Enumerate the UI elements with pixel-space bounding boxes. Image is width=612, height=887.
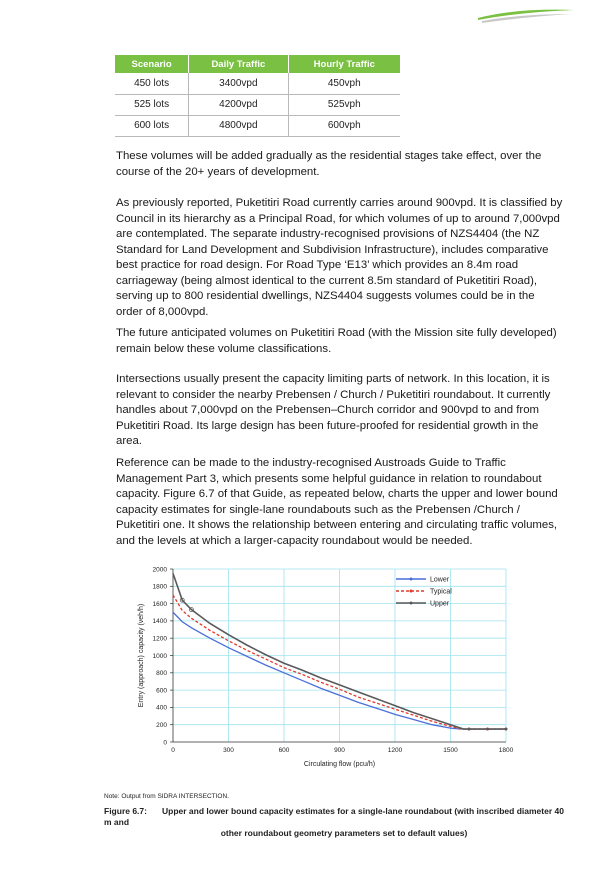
paragraph-puketitiri-classification: As previously reported, Puketitiri Road currently carries around 900vpd. It is classified by Council in its hierarchy as a Principal Road, for which volumes of up to around 7,000vpd are contemplated. The separate industry-recognised provisions of NZS4404 (the NZ Standard for Land Development and Subdivision Infrastructure), includes comparative best practice for road design. For Road Type ‘E13’ which provides an 8.4m road carriageway (being almost identical to the current 8.5m standard of Puketitiri Road), serving up to 800 residential dwellings, NZS4404 suggests volumes could be in the order of 8,000vpd. — [116, 197, 563, 318]
chart-point-upper — [486, 728, 489, 731]
chart-y-tick-label: 800 — [156, 670, 167, 678]
traffic-volume-table — [115, 55, 400, 137]
table-cell-scenario: 600 lots — [115, 115, 189, 136]
chart-y-tick-label: 600 — [156, 687, 167, 695]
chart-y-tick-label: 1600 — [152, 600, 167, 608]
chart-point-upper — [468, 728, 471, 731]
chart-x-tick-label: 300 — [223, 747, 234, 754]
roundabout-capacity-chart — [113, 557, 513, 772]
table-cell-hourly: 450vph — [288, 73, 400, 94]
table-header-hourly-traffic: Hourly Traffic — [288, 55, 400, 73]
table-header-row — [115, 55, 400, 73]
chart-y-tick-label: 200 — [156, 722, 167, 729]
company-logo — [476, 2, 576, 24]
chart-y-tick-label: 1800 — [152, 583, 167, 591]
chart-y-tick-label: 1400 — [152, 618, 167, 626]
chart-y-tick-label: 1200 — [152, 635, 167, 643]
chart-legend-label: Typical — [430, 588, 452, 596]
table-cell-hourly: 525vph — [288, 94, 400, 115]
figure-note: Note: Output from SIDRA INTERSECTION. — [104, 793, 229, 800]
chart-point-upper — [505, 728, 508, 731]
table-cell-daily: 4800vpd — [189, 115, 288, 136]
table-cell-scenario: 450 lots — [115, 73, 189, 94]
chart-x-axis-label: Circulating flow (pcu/h) — [303, 761, 376, 768]
paragraph-volumes-gradual: These volumes will be added gradually as the residential stages take effect, over the course of the 20+ years of development. — [116, 150, 542, 178]
chart-x-tick-label: 900 — [334, 747, 345, 754]
table-cell-hourly: 600vph — [288, 115, 400, 136]
chart-y-tick-label: 0 — [163, 739, 167, 747]
logo-swoosh-green — [478, 10, 574, 20]
chart-y-tick-label: 400 — [156, 704, 167, 712]
figure-caption — [104, 806, 564, 839]
chart-legend-label: Lower — [430, 576, 450, 584]
chart-legend-marker — [410, 602, 413, 605]
chart-x-tick-label: 1200 — [387, 747, 403, 754]
chart-x-tick-label: 1500 — [443, 747, 458, 754]
chart-x-tick-label: 1800 — [498, 747, 513, 754]
chart-grid — [173, 569, 506, 742]
table-cell-daily: 3400vpd — [189, 73, 288, 94]
table-header-scenario: Scenario — [115, 55, 189, 73]
chart-y-axis-label: Entry (approach) capacity (veh/h) — [138, 603, 145, 708]
table-cell-scenario: 525 lots — [115, 94, 189, 115]
table-row — [115, 73, 400, 94]
figure-caption-line1: Upper and lower bound capacity estimates for a single-lane roundabout (with inscribed diameter 40 m and — [104, 806, 564, 827]
chart-legend-label: Upper — [430, 600, 450, 608]
paragraph-intersections: Intersections usually present the capacity limiting parts of network. In this location, it is relevant to consider the nearby Prebensen / Church / Puketitiri roundabout. It currently handles about 7,000vpd on the Prebensen–Church corridor and 900vpd to and from Puketitiri Road. Its large design has been future-proofed for residential growth in the area. — [116, 373, 551, 447]
chart-x-tick-label: 600 — [278, 747, 290, 754]
paragraph-future-volumes: The future anticipated volumes on Puketitiri Road (with the Mission site fully developed) remain below these volume classifications. — [116, 327, 557, 355]
table-row — [115, 94, 400, 115]
table-row — [115, 115, 400, 136]
chart-legend-marker — [410, 590, 413, 593]
chart-y-tick-label: 1000 — [152, 652, 167, 660]
paragraph-austroads-reference: Reference can be made to the industry-recognised Austroads Guide to Traffic Management Part 3, which presents some helpful guidance in relation to roundabout capacity. Figure 6.7 of that Guide, as repeated below, charts the upper and lower bound capacity estimates for single-lane roundabouts such as the Prebensen /Church / Puketitiri one. It shows the relationship between entering and circulating traffic volumes, and the levels at which a larger-capacity roundabout would be needed. — [116, 457, 558, 547]
chart-legend-marker — [410, 578, 413, 581]
figure-caption-line2: other roundabout geometry parameters set to default values) — [220, 828, 468, 838]
chart-y-tick-label: 2000 — [152, 566, 167, 574]
table-header-daily-traffic: Daily Traffic — [189, 55, 288, 73]
table-cell-daily: 4200vpd — [189, 94, 288, 115]
chart-x-tick-label: 0 — [171, 747, 175, 754]
figure-caption-number: Figure 6.7: — [104, 806, 147, 816]
